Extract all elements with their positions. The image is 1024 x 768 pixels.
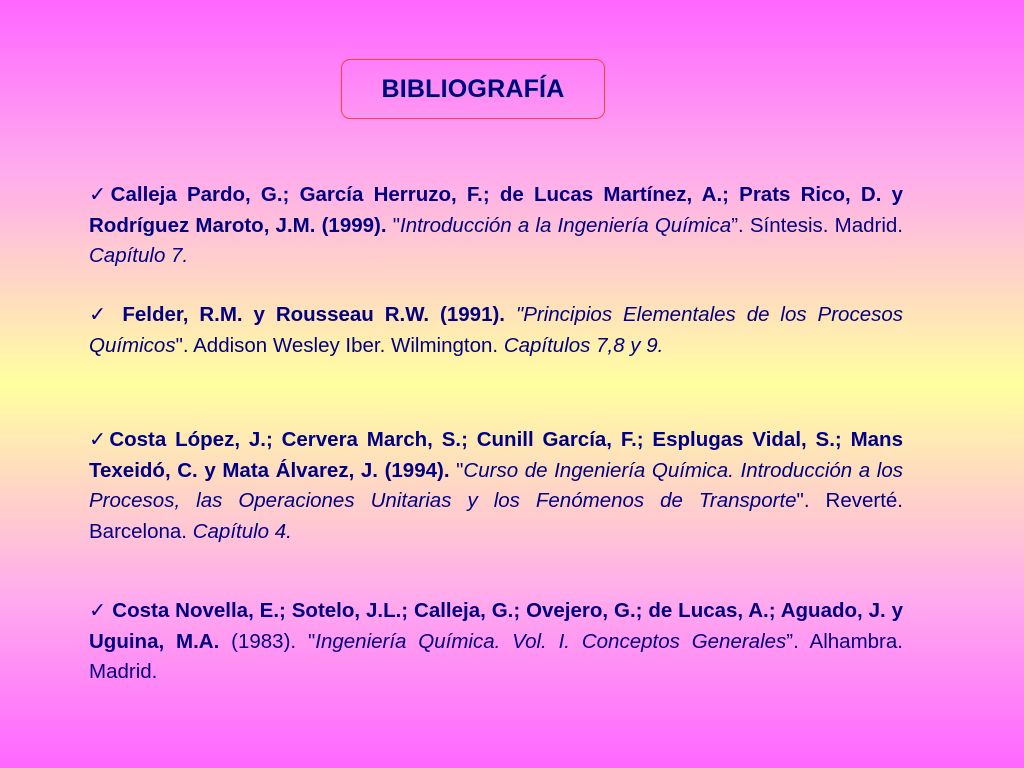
reference-work: Introducción a la Ingeniería Química [400, 213, 732, 237]
reference-publisher: . Síntesis. Madrid. [738, 213, 904, 237]
reference-chapter: Capítulos 7,8 y 9. [503, 333, 664, 357]
reference-open-quote: " [307, 629, 316, 653]
reference-chapter: Capítulo 4. [192, 519, 292, 543]
reference-chapter: Capítulo 7. [89, 244, 189, 267]
reference-item-3 [89, 425, 903, 547]
reference-item-1 [89, 180, 903, 272]
check-icon: ✓ [89, 599, 107, 622]
reference-publisher: . Alhambra. Madrid. [89, 629, 903, 683]
reference-close-quote: " [796, 489, 804, 512]
check-icon: ✓ [89, 303, 112, 326]
reference-item-2 [89, 300, 903, 361]
title-box [341, 59, 605, 119]
reference-open-quote: " [392, 213, 400, 237]
reference-close-quote: ” [731, 213, 739, 237]
reference-authors: Calleja Pardo, G.; García Herruzo, F.; de Lucas Martínez, A.; Prats Rico, D. y Rodríguez Maroto, J.M. (1999). [89, 183, 903, 237]
page-title: BIBLIOGRAFÍA [381, 74, 565, 103]
reference-authors: Felder, R.M. y Rousseau R.W. (1991). [122, 303, 505, 326]
reference-publisher: . Addison Wesley Iber. Wilmington. [182, 333, 499, 357]
reference-work: "Principios Elementales de los Procesos Químicos [89, 303, 903, 357]
reference-authors: Costa Novella, E.; Sotelo, J.L.; Calleja, G.; Ovejero, G.; de Lucas, A.; Aguado, J. y Uguina, M.A. [89, 599, 903, 653]
check-icon: ✓ [89, 183, 111, 206]
reference-year: (1983). [231, 629, 297, 653]
reference-publisher: . Reverté. Barcelona. [89, 489, 903, 543]
reference-authors: Costa López, J.; Cervera March, S.; Cunill García, F.; Esplugas Vidal, S.; Mans Texeidó, C. y Mata Álvarez, J. (1994). [89, 428, 903, 482]
reference-work: Curso de Ingeniería Química. Introducción a los Procesos, las Operaciones Unitarias y los Fenómenos de Transporte [89, 458, 903, 512]
reference-work: Ingeniería Química. Vol. I. Conceptos Generales [315, 629, 787, 653]
reference-close-quote: " [175, 333, 183, 357]
reference-close-quote: ” [786, 629, 794, 653]
reference-item-4 [89, 596, 903, 688]
reference-open-quote: " [456, 458, 464, 482]
check-icon: ✓ [89, 428, 110, 451]
